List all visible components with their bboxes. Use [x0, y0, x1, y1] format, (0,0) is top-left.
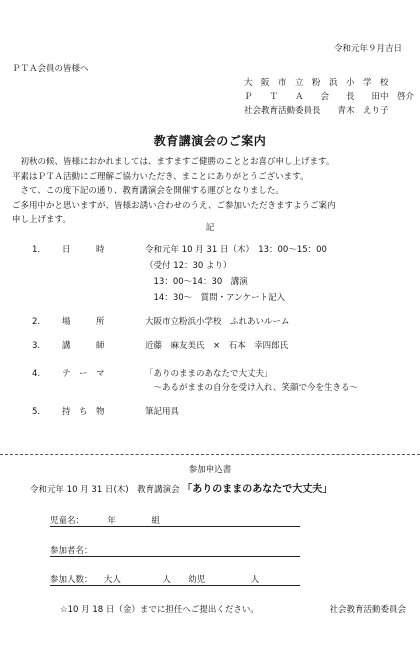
- sender-committee-chair: 社会教育活動委員長 青木 えり子: [244, 106, 389, 116]
- sender-pta-president: Ｐ Ｔ Ａ 会 長 田中 啓介: [244, 92, 415, 102]
- item-value: 14：30～ 質問・アンケート記入: [145, 293, 286, 303]
- ki-heading: 記: [205, 223, 215, 233]
- participant-name-underline[interactable]: [50, 546, 300, 557]
- child-name-label: 児童名：: [50, 516, 85, 526]
- application-heading: 参加申込書: [188, 465, 232, 475]
- child-name-underline[interactable]: [50, 516, 300, 527]
- item-number: 5.: [32, 407, 41, 417]
- infant-label: 幼児: [188, 575, 206, 585]
- class-label: 組: [151, 516, 160, 526]
- grade-label: 年: [107, 516, 116, 526]
- item-number: 1.: [32, 245, 41, 255]
- recipient: ＰＴＡ会員の皆様へ: [12, 64, 89, 74]
- item-value: 筆記用具: [145, 407, 180, 417]
- item-value: 大阪市立粉浜小学校 ふれあいルーム: [145, 317, 290, 327]
- application-event-date: 令和元年 10 月 31 日(木) 教育講演会: [30, 485, 180, 495]
- item-value: 令和元年 10 月 31 日（木） 13：00～15：00: [145, 245, 327, 255]
- submission-deadline: ☆10 月 18 日（金）までに担任へご提出ください。: [60, 605, 259, 615]
- sender-block: [244, 78, 414, 120]
- item-label: テ ー マ: [62, 369, 105, 379]
- item-value: 「ありのままのあなたで大丈夫」: [145, 369, 273, 379]
- item-value: 13：00～14：30 講演: [145, 277, 248, 287]
- sender-school: 大 阪 市 立 粉 浜 小 学 校: [244, 78, 389, 88]
- item-label: 持 ち 物: [62, 407, 105, 417]
- item-number: 3.: [32, 341, 41, 351]
- committee-signature: 社会教育活動委員会: [329, 605, 406, 615]
- participant-count-field[interactable]: [50, 575, 300, 586]
- body-line: ご多用中かと思いますが、皆様お誘い合わせのうえ、ご参加いただきますようご案内: [12, 200, 336, 211]
- item-label: 日 時: [62, 245, 105, 255]
- body-text: [12, 157, 412, 230]
- body-line: 申し上げます。: [12, 215, 71, 225]
- participant-count-label: 参加人数：: [50, 575, 93, 585]
- participant-name-label: 参加者名：: [50, 546, 93, 556]
- body-line: さて、この度下記の通り、教育講演会を開催する運びとなりました。: [12, 186, 284, 196]
- body-line: 初秋の候、皆様におかれましては、ますますご健勝のこととお喜び申し上げます。: [12, 157, 335, 167]
- child-name-field[interactable]: [50, 516, 300, 527]
- adult-label: 大人: [103, 575, 121, 585]
- item-value: 近藤 麻友美氏 × 石本 幸四郎氏: [145, 341, 289, 351]
- item-number: 4.: [32, 369, 41, 379]
- item-number: 2.: [32, 317, 41, 327]
- item-value: ～あるがままの自分を受け入れ、笑顔で今を生きる～: [145, 383, 359, 393]
- document-title: 教育講演会のご案内: [153, 134, 267, 148]
- item-label: 場 所: [62, 317, 105, 327]
- issue-date: 令和元年９月吉日: [333, 44, 402, 54]
- participant-count-underline[interactable]: [50, 575, 300, 586]
- body-line: 平素はＰＴＡ活動にご理解ご協力いただき、まことにありがとうございます。: [12, 171, 309, 182]
- adult-unit-label: 人: [162, 575, 171, 585]
- infant-unit-label: 人: [250, 575, 260, 585]
- item-label: 講 師: [62, 341, 105, 351]
- application-event: [30, 484, 332, 497]
- cut-line: [0, 454, 420, 455]
- item-value: （受付 12：30 より）: [145, 261, 232, 271]
- participant-name-field[interactable]: [50, 546, 300, 557]
- application-event-theme: 「ありのままのあなたで大丈夫」: [182, 484, 333, 495]
